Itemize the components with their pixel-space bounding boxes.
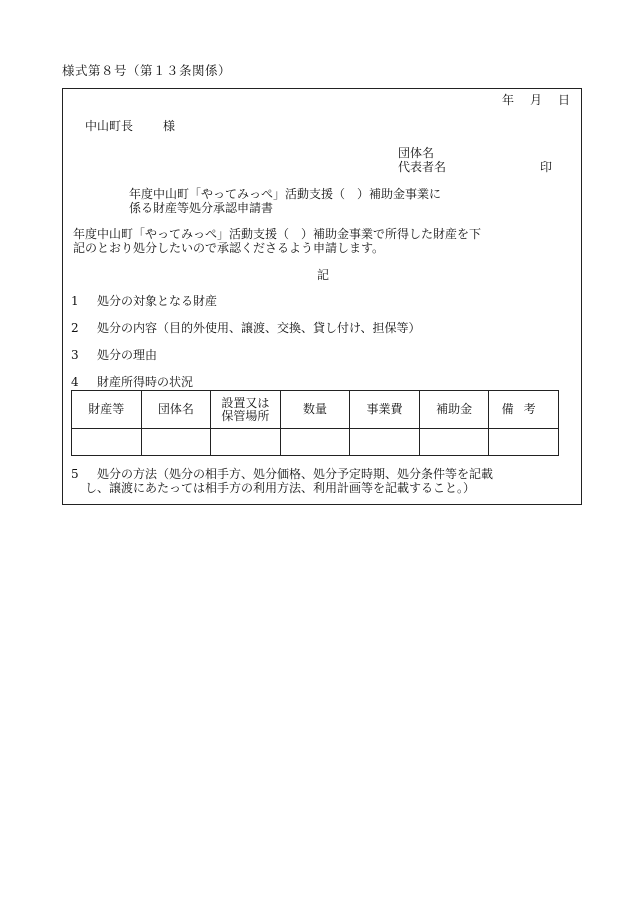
table-cell — [489, 429, 559, 456]
header-asset: 財産等 — [72, 391, 142, 429]
header-quantity: 数量 — [280, 391, 350, 429]
body-text-line-1: 年度中山町「やってみっぺ」活動支援（ ）補助金事業で所得した財産を下 — [73, 227, 482, 241]
body-text-line-2: 記のとおり処分したいので承認くださるよう申請します。 — [73, 241, 385, 255]
header-subsidy: 補助金 — [419, 391, 489, 429]
item-label: 処分の内容（目的外使用、譲渡、交換、貸し付け、担保等） — [97, 321, 421, 335]
item-number: 5 — [71, 467, 79, 481]
asset-status-table — [71, 390, 559, 456]
date-day-label: 日 — [557, 93, 570, 107]
representative-label: 代表者名 — [398, 160, 447, 174]
item-5-line-2: し、譲渡にあたっては相手方の利用方法、利用計画等を記載すること。） — [85, 481, 476, 495]
item-2 — [71, 321, 421, 335]
item-number: 2 — [71, 321, 79, 335]
header-location-line-2: 保管場所 — [221, 408, 270, 423]
addressee — [85, 119, 175, 133]
table-cell — [141, 429, 211, 456]
application-form-frame — [62, 88, 582, 505]
header-location-line-1: 設置又は — [221, 395, 270, 410]
seal-mark: 印 — [540, 160, 553, 174]
table-row — [72, 429, 559, 456]
header-project-cost: 事業費 — [350, 391, 420, 429]
addressee-name: 中山町長 — [85, 119, 134, 133]
addressee-honorific: 様 — [163, 119, 176, 133]
document-title-line-2: 係る財産等処分承認申請書 — [129, 201, 274, 215]
header-org-name: 団体名 — [141, 391, 211, 429]
item-5-line-1 — [71, 467, 493, 481]
item-label: 財産所得時の状況 — [97, 375, 194, 389]
table-header-row — [72, 391, 559, 429]
item-3 — [71, 348, 157, 362]
item-5-text-1: 処分の方法（処分の相手方、処分価格、処分予定時期、処分条件等を記載 — [97, 467, 494, 481]
document-title-line-1: 年度中山町「やってみっぺ」活動支援（ ）補助金事業に — [129, 187, 442, 201]
table-cell — [419, 429, 489, 456]
header-remarks: 備考 — [489, 391, 559, 429]
table-cell — [72, 429, 142, 456]
form-number-label: 様式第８号（第１３条関係） — [62, 63, 232, 78]
item-1 — [71, 294, 217, 308]
ki-heading: 記 — [316, 268, 329, 282]
item-label: 処分の対象となる財産 — [97, 294, 218, 308]
header-location — [211, 391, 281, 429]
table-cell — [350, 429, 420, 456]
date-line — [502, 93, 570, 107]
date-month-label: 月 — [529, 93, 542, 107]
item-number: 1 — [71, 294, 79, 308]
item-4 — [71, 375, 193, 389]
org-name-label: 団体名 — [398, 146, 435, 160]
item-label: 処分の理由 — [97, 348, 158, 362]
table-cell — [211, 429, 281, 456]
date-year-label: 年 — [501, 93, 514, 107]
item-number: 3 — [71, 348, 79, 362]
item-number: 4 — [71, 375, 79, 389]
table-cell — [280, 429, 350, 456]
